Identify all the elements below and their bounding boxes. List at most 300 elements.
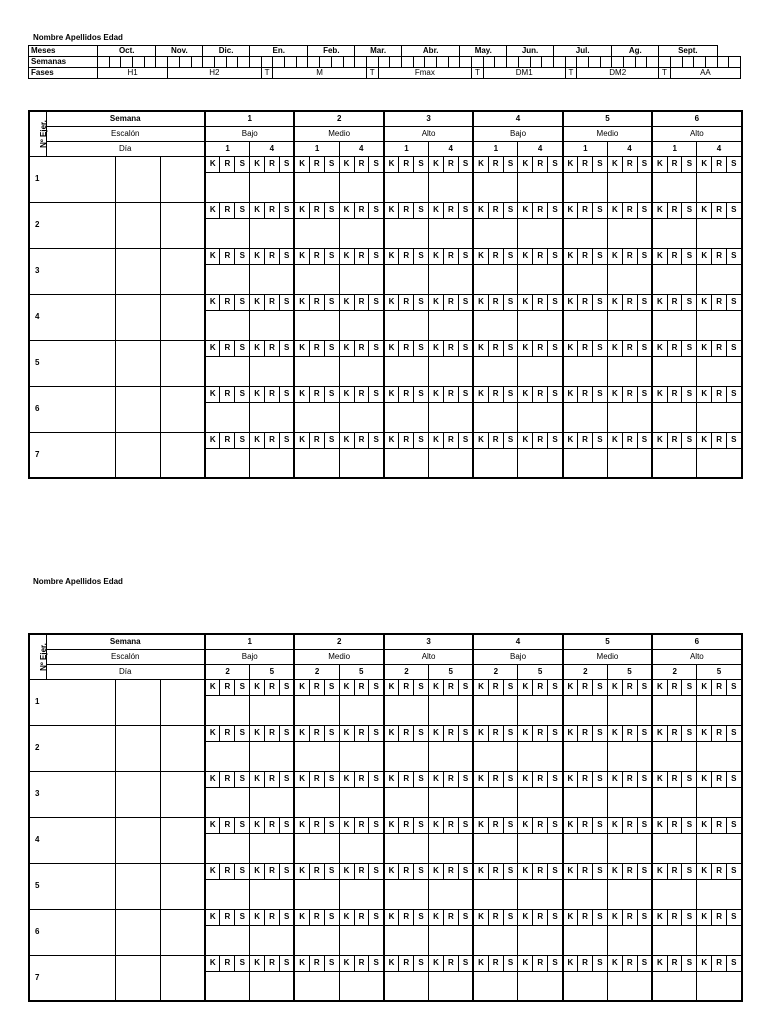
krs-label: S	[593, 817, 608, 833]
week-cell[interactable]	[343, 57, 355, 68]
entry-cell[interactable]	[250, 264, 295, 294]
krs-label: K	[205, 771, 220, 787]
entry-cell[interactable]	[473, 218, 518, 248]
entry-cell[interactable]	[384, 172, 429, 202]
entry-cell[interactable]	[697, 402, 742, 432]
entry-cell[interactable]	[205, 879, 250, 909]
exercise-detail-cell[interactable]	[160, 863, 205, 909]
krs-label: R	[667, 863, 682, 879]
entry-cell[interactable]	[518, 879, 563, 909]
exercise-name-cell[interactable]	[115, 863, 160, 909]
week-cell[interactable]	[600, 57, 612, 68]
krs-label: K	[205, 248, 220, 264]
entry-cell[interactable]	[294, 879, 339, 909]
entry-cell[interactable]	[205, 448, 250, 478]
entry-cell[interactable]	[429, 448, 474, 478]
entry-cell[interactable]	[384, 925, 429, 955]
entry-cell[interactable]	[205, 310, 250, 340]
entry-cell[interactable]	[429, 310, 474, 340]
entry-cell[interactable]	[339, 356, 384, 386]
entry-cell[interactable]	[294, 402, 339, 432]
entry-cell[interactable]	[250, 833, 295, 863]
entry-cell[interactable]	[607, 448, 652, 478]
exercise-detail-cell[interactable]	[160, 202, 205, 248]
entry-cell[interactable]	[652, 218, 697, 248]
entry-cell[interactable]	[607, 787, 652, 817]
entry-cell[interactable]	[429, 264, 474, 294]
entry-cell[interactable]	[607, 172, 652, 202]
entry-cell[interactable]	[518, 172, 563, 202]
entry-cell[interactable]	[339, 448, 384, 478]
week-cell[interactable]	[624, 57, 636, 68]
entry-cell[interactable]	[294, 787, 339, 817]
krs-label: S	[503, 679, 518, 695]
week-cell[interactable]	[553, 57, 565, 68]
week-cell[interactable]	[635, 57, 647, 68]
exercise-name-cell[interactable]	[115, 432, 160, 478]
entry-cell[interactable]	[607, 218, 652, 248]
krs-label: R	[622, 817, 637, 833]
entry-cell[interactable]	[429, 172, 474, 202]
week-cell[interactable]	[214, 57, 226, 68]
entry-cell[interactable]	[473, 695, 518, 725]
entry-cell[interactable]	[563, 264, 608, 294]
entry-cell[interactable]	[205, 787, 250, 817]
entry-cell[interactable]	[429, 833, 474, 863]
krs-label: K	[205, 202, 220, 218]
entry-cell[interactable]	[563, 695, 608, 725]
week-cell[interactable]	[670, 57, 682, 68]
entry-cell[interactable]	[250, 218, 295, 248]
week-cell[interactable]	[705, 57, 717, 68]
krs-label: R	[443, 679, 458, 695]
week-cell[interactable]	[355, 57, 367, 68]
entry-cell[interactable]	[697, 787, 742, 817]
entry-cell[interactable]	[205, 925, 250, 955]
exercise-detail-cell[interactable]	[160, 432, 205, 478]
krs-label: S	[593, 386, 608, 402]
exercise-row	[29, 955, 742, 971]
entry-cell[interactable]	[607, 310, 652, 340]
entry-cell[interactable]	[697, 971, 742, 1001]
krs-label: S	[324, 955, 339, 971]
entry-cell[interactable]	[294, 833, 339, 863]
entry-cell[interactable]	[607, 879, 652, 909]
entry-cell[interactable]	[563, 448, 608, 478]
entry-cell[interactable]	[607, 971, 652, 1001]
week-cell[interactable]	[460, 57, 472, 68]
entry-cell[interactable]	[697, 879, 742, 909]
week-cell[interactable]	[261, 57, 273, 68]
entry-cell[interactable]	[607, 833, 652, 863]
entry-cell[interactable]	[429, 356, 474, 386]
entry-cell[interactable]	[652, 695, 697, 725]
week-cell[interactable]	[179, 57, 191, 68]
week-cell[interactable]	[320, 57, 332, 68]
entry-cell[interactable]	[652, 264, 697, 294]
week-cell[interactable]	[413, 57, 425, 68]
entry-cell[interactable]	[339, 402, 384, 432]
entry-cell[interactable]	[518, 833, 563, 863]
week-cell[interactable]	[518, 57, 530, 68]
entry-cell[interactable]	[563, 402, 608, 432]
entry-cell[interactable]	[384, 695, 429, 725]
krs-label: S	[548, 386, 563, 402]
entry-cell[interactable]	[652, 741, 697, 771]
krs-label: R	[354, 955, 369, 971]
entry-cell[interactable]	[518, 925, 563, 955]
entry-cell[interactable]	[339, 741, 384, 771]
entry-cell[interactable]	[518, 356, 563, 386]
entry-cell[interactable]	[563, 971, 608, 1001]
entry-cell[interactable]	[652, 787, 697, 817]
krs-label: S	[324, 386, 339, 402]
entry-cell[interactable]	[473, 264, 518, 294]
week-cell[interactable]	[507, 57, 519, 68]
krs-label: S	[727, 725, 742, 741]
entry-cell[interactable]	[473, 925, 518, 955]
exercise-name-cell[interactable]	[115, 340, 160, 386]
week-cell[interactable]	[694, 57, 706, 68]
krs-label: K	[518, 156, 533, 172]
week-cell[interactable]	[437, 57, 449, 68]
entry-cell[interactable]	[473, 833, 518, 863]
entry-cell[interactable]	[473, 879, 518, 909]
entry-cell[interactable]	[294, 218, 339, 248]
exercise-detail-cell[interactable]	[160, 817, 205, 863]
exercise-name-cell[interactable]	[115, 817, 160, 863]
entry-cell[interactable]	[384, 310, 429, 340]
exercise-name-cell[interactable]	[115, 294, 160, 340]
entry-cell[interactable]	[429, 218, 474, 248]
krs-label: S	[279, 863, 294, 879]
exercise-name-cell[interactable]	[115, 771, 160, 817]
entry-cell[interactable]	[205, 218, 250, 248]
entry-cell[interactable]	[697, 925, 742, 955]
krs-label: K	[250, 817, 265, 833]
exercise-detail-cell[interactable]	[160, 955, 205, 1001]
week-cell[interactable]	[425, 57, 437, 68]
entry-cell[interactable]	[250, 310, 295, 340]
entry-cell[interactable]	[339, 787, 384, 817]
entry-cell[interactable]	[294, 356, 339, 386]
week-cell[interactable]	[191, 57, 203, 68]
week-cell[interactable]	[109, 57, 121, 68]
entry-cell[interactable]	[697, 218, 742, 248]
week-cell[interactable]	[401, 57, 413, 68]
entry-cell[interactable]	[205, 264, 250, 294]
entry-cell[interactable]	[429, 925, 474, 955]
krs-label: S	[279, 679, 294, 695]
exercise-detail-cell[interactable]	[160, 909, 205, 955]
week-cell[interactable]	[647, 57, 659, 68]
exercise-name-cell[interactable]	[115, 248, 160, 294]
week-cell[interactable]	[226, 57, 238, 68]
entry-cell[interactable]	[205, 695, 250, 725]
dia-row	[29, 664, 742, 679]
krs-label: R	[712, 386, 727, 402]
entry-cell[interactable]	[339, 172, 384, 202]
entry-cell[interactable]	[205, 971, 250, 1001]
entry-cell[interactable]	[294, 971, 339, 1001]
exercise-name-cell[interactable]	[115, 386, 160, 432]
entry-cell[interactable]	[563, 310, 608, 340]
krs-label: R	[399, 340, 414, 356]
entry-cell[interactable]	[294, 448, 339, 478]
entry-cell[interactable]	[473, 402, 518, 432]
entry-cell[interactable]	[250, 787, 295, 817]
week-cell[interactable]	[495, 57, 507, 68]
entry-cell[interactable]	[384, 741, 429, 771]
entry-cell[interactable]	[607, 402, 652, 432]
entry-cell[interactable]	[518, 218, 563, 248]
entry-cell[interactable]	[250, 448, 295, 478]
krs-label: R	[488, 909, 503, 925]
entry-cell[interactable]	[250, 879, 295, 909]
entry-cell[interactable]	[518, 402, 563, 432]
exercise-detail-cell[interactable]	[160, 156, 205, 202]
entry-cell[interactable]	[429, 402, 474, 432]
entry-cell[interactable]	[429, 971, 474, 1001]
entry-cell[interactable]	[384, 264, 429, 294]
entry-cell[interactable]	[294, 741, 339, 771]
entry-cell[interactable]	[205, 402, 250, 432]
entry-cell[interactable]	[607, 925, 652, 955]
entry-cell[interactable]	[697, 833, 742, 863]
entry-cell[interactable]	[563, 833, 608, 863]
step-level: Medio	[563, 126, 652, 141]
entry-cell[interactable]	[652, 448, 697, 478]
week-cell[interactable]	[577, 57, 589, 68]
entry-cell[interactable]	[384, 356, 429, 386]
krs-label: S	[235, 202, 250, 218]
week-cell[interactable]	[308, 57, 320, 68]
entry-cell[interactable]	[563, 356, 608, 386]
exercise-detail-cell[interactable]	[160, 340, 205, 386]
entry-cell[interactable]	[607, 741, 652, 771]
training-grid-top	[28, 110, 743, 479]
entry-cell[interactable]	[518, 264, 563, 294]
semana-row	[29, 111, 742, 126]
entry-cell[interactable]	[250, 971, 295, 1001]
week-cell[interactable]	[589, 57, 601, 68]
entry-cell[interactable]	[384, 787, 429, 817]
krs-label: K	[294, 202, 309, 218]
week-cell[interactable]	[156, 57, 168, 68]
exercise-name-cell[interactable]	[115, 679, 160, 725]
week-cell[interactable]	[133, 57, 145, 68]
krs-label: R	[533, 725, 548, 741]
krs-label: S	[279, 156, 294, 172]
entry-cell[interactable]	[652, 172, 697, 202]
week-cell[interactable]	[331, 57, 343, 68]
week-cell[interactable]	[530, 57, 542, 68]
entry-cell[interactable]	[473, 310, 518, 340]
exercise-detail-cell[interactable]	[160, 679, 205, 725]
week-cell[interactable]	[144, 57, 156, 68]
week-cell[interactable]	[238, 57, 250, 68]
entry-cell[interactable]	[697, 264, 742, 294]
week-cell[interactable]	[542, 57, 554, 68]
entry-cell[interactable]	[384, 402, 429, 432]
krs-label: S	[458, 955, 473, 971]
entry-cell[interactable]	[384, 218, 429, 248]
entry-cell[interactable]	[563, 925, 608, 955]
exercise-name-cell[interactable]	[115, 955, 160, 1001]
exercise-name-cell[interactable]	[115, 725, 160, 771]
entry-cell[interactable]	[205, 833, 250, 863]
week-cell[interactable]	[249, 57, 261, 68]
entry-cell[interactable]	[473, 448, 518, 478]
exercise-detail-cell[interactable]	[160, 386, 205, 432]
krs-label: R	[533, 248, 548, 264]
entry-cell[interactable]	[294, 310, 339, 340]
entry-cell[interactable]	[518, 787, 563, 817]
week-cell[interactable]	[296, 57, 308, 68]
entry-cell[interactable]	[697, 695, 742, 725]
entry-cell[interactable]	[652, 402, 697, 432]
entry-cell[interactable]	[429, 695, 474, 725]
week-cell[interactable]	[390, 57, 402, 68]
entry-cell[interactable]	[294, 695, 339, 725]
krs-label: S	[414, 386, 429, 402]
week-cell[interactable]	[612, 57, 624, 68]
exercise-detail-cell[interactable]	[160, 294, 205, 340]
week-cell[interactable]	[168, 57, 180, 68]
entry-cell[interactable]	[294, 925, 339, 955]
exercise-detail-cell[interactable]	[160, 771, 205, 817]
entry-cell[interactable]	[518, 310, 563, 340]
entry-cell[interactable]	[250, 741, 295, 771]
week-cell[interactable]	[203, 57, 215, 68]
week-cell[interactable]	[472, 57, 484, 68]
week-cell[interactable]	[378, 57, 390, 68]
entry-cell[interactable]	[429, 741, 474, 771]
exercise-detail-cell[interactable]	[160, 725, 205, 771]
krs-label: R	[712, 771, 727, 787]
entry-cell[interactable]	[652, 310, 697, 340]
entry-cell[interactable]	[294, 172, 339, 202]
krs-label: R	[533, 679, 548, 695]
entry-cell[interactable]	[339, 264, 384, 294]
entry-cell[interactable]	[563, 218, 608, 248]
entry-cell[interactable]	[250, 402, 295, 432]
week-cell[interactable]	[448, 57, 460, 68]
entry-cell[interactable]	[697, 448, 742, 478]
entry-cell[interactable]	[339, 218, 384, 248]
entry-cell[interactable]	[652, 879, 697, 909]
entry-cell[interactable]	[518, 971, 563, 1001]
entry-cell[interactable]	[697, 356, 742, 386]
entry-cell[interactable]	[429, 787, 474, 817]
entry-cell[interactable]	[339, 925, 384, 955]
krs-label: R	[354, 725, 369, 741]
entry-cell[interactable]	[563, 172, 608, 202]
week-cell[interactable]	[98, 57, 110, 68]
week-cell[interactable]	[682, 57, 694, 68]
entry-cell[interactable]	[652, 356, 697, 386]
week-cell[interactable]	[285, 57, 297, 68]
entry-cell[interactable]	[563, 879, 608, 909]
entry-cell[interactable]	[250, 356, 295, 386]
entry-cell[interactable]	[697, 741, 742, 771]
week-cell[interactable]	[659, 57, 671, 68]
entry-cell[interactable]	[339, 833, 384, 863]
entry-cell[interactable]	[384, 833, 429, 863]
exercise-detail-cell[interactable]	[160, 248, 205, 294]
entry-cell[interactable]	[607, 356, 652, 386]
entry-cell[interactable]	[563, 787, 608, 817]
exercise-name-cell[interactable]	[115, 909, 160, 955]
week-cell[interactable]	[729, 57, 741, 68]
month-cell: Nov.	[156, 46, 203, 57]
entry-cell[interactable]	[384, 971, 429, 1001]
week-cell[interactable]	[121, 57, 133, 68]
entry-cell[interactable]	[473, 787, 518, 817]
entry-cell[interactable]	[607, 695, 652, 725]
krs-label: R	[265, 771, 280, 787]
krs-label: S	[548, 248, 563, 264]
entry-cell[interactable]	[473, 356, 518, 386]
exercise-name-cell[interactable]	[115, 156, 160, 202]
week-cell[interactable]	[717, 57, 729, 68]
entry-cell[interactable]	[205, 741, 250, 771]
entry-cell[interactable]	[205, 356, 250, 386]
entry-cell[interactable]	[339, 879, 384, 909]
entry-cell[interactable]	[429, 879, 474, 909]
krs-label: S	[682, 679, 697, 695]
entry-cell[interactable]	[652, 833, 697, 863]
krs-label: R	[578, 771, 593, 787]
entry-cell[interactable]	[339, 971, 384, 1001]
krs-label: S	[324, 156, 339, 172]
entry-cell[interactable]	[518, 695, 563, 725]
week-cell[interactable]	[565, 57, 577, 68]
krs-label: S	[235, 294, 250, 310]
entry-cell[interactable]	[697, 172, 742, 202]
krs-label: K	[339, 202, 354, 218]
entry-cell[interactable]	[339, 695, 384, 725]
entry-cell[interactable]	[250, 172, 295, 202]
entry-cell[interactable]	[384, 879, 429, 909]
week-cell[interactable]	[366, 57, 378, 68]
entry-cell[interactable]	[473, 971, 518, 1001]
entry-cell[interactable]	[250, 925, 295, 955]
krs-label: K	[563, 156, 578, 172]
entry-cell[interactable]	[339, 310, 384, 340]
entry-cell[interactable]	[518, 741, 563, 771]
entry-cell[interactable]	[250, 695, 295, 725]
day-number: 4	[518, 141, 563, 156]
krs-label: K	[518, 202, 533, 218]
entry-cell[interactable]	[607, 264, 652, 294]
entry-cell[interactable]	[652, 925, 697, 955]
entry-cell[interactable]	[294, 264, 339, 294]
entry-cell[interactable]	[473, 741, 518, 771]
entry-cell[interactable]	[563, 741, 608, 771]
entry-cell[interactable]	[205, 172, 250, 202]
entry-cell[interactable]	[652, 971, 697, 1001]
exercise-name-cell[interactable]	[115, 202, 160, 248]
entry-cell[interactable]	[518, 448, 563, 478]
entry-cell[interactable]	[384, 448, 429, 478]
entry-cell[interactable]	[697, 310, 742, 340]
krs-label: K	[607, 863, 622, 879]
entry-cell[interactable]	[473, 172, 518, 202]
week-cell[interactable]	[483, 57, 495, 68]
week-cell[interactable]	[273, 57, 285, 68]
krs-label: K	[607, 248, 622, 264]
